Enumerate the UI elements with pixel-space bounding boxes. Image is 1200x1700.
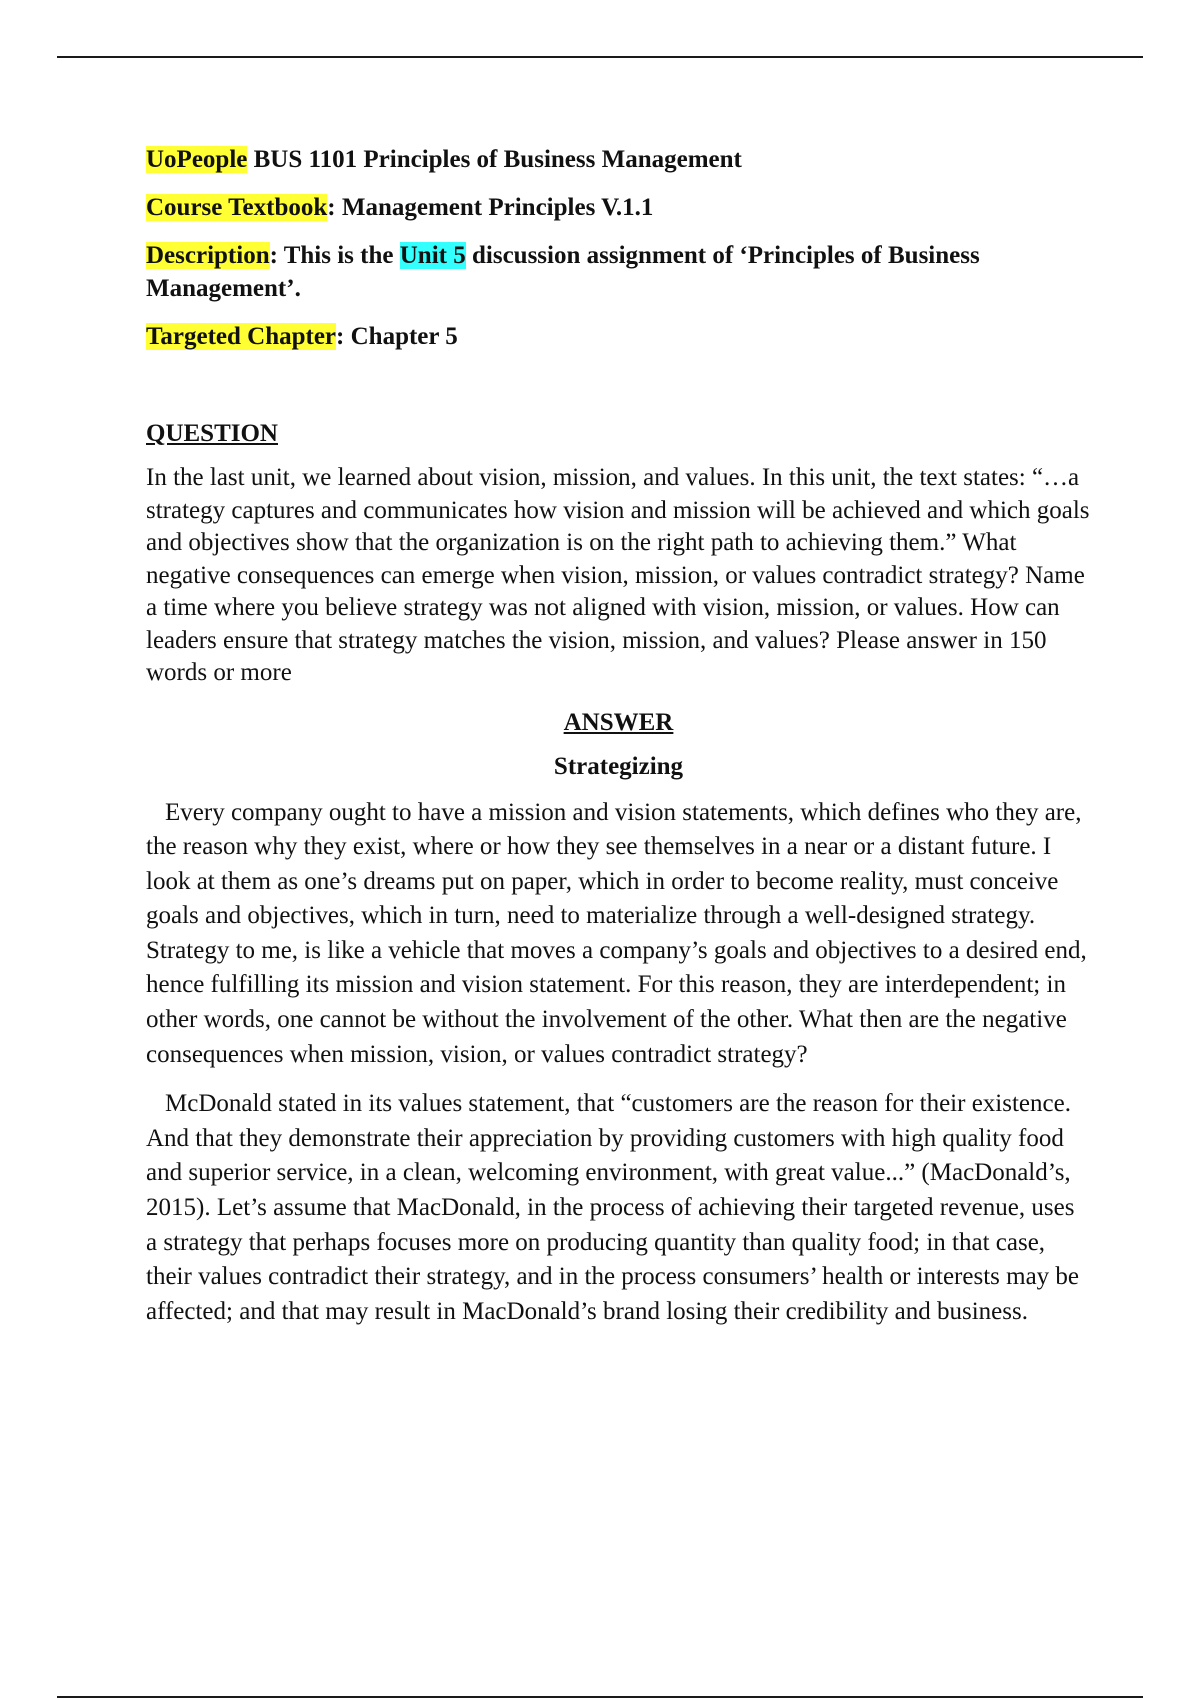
unit-highlight: Unit 5 [399,242,466,269]
document-page [146,143,1091,1344]
uopeople-label: UoPeople [146,146,248,173]
textbook-label: Course Textbook [146,194,328,221]
top-divider [57,56,1143,58]
course-title-line [146,143,1091,176]
answer-subheading: Strategizing [553,752,684,780]
textbook-separator: : [327,194,342,221]
description-pre: : This is the [269,242,400,269]
textbook-line [146,191,1091,224]
answer-heading: ANSWER [563,708,674,736]
description-post: discussion assignment of ‘Principles of Business Management’. [146,242,980,302]
chapter-line [146,320,1091,353]
course-title: BUS 1101 Principles of Business Management [247,146,742,173]
textbook-title: Management Principles V.1.1 [341,194,654,221]
description-label: Description [146,242,270,269]
description-line [146,239,1091,305]
answer-paragraph: Every company ought to have a mission and vision statements, which defines who they are, the reason why they exist, where or how they see themselves in a near or a distant future. I look at them as one’s dreams put on paper, which in order to become reality, must conceive goals and objectives, which in turn, need to materialize through a well-designed strategy. Strategy to me, is like a vehicle that moves a company’s goals and objectives to a desired end, hence fulfilling its mission and vision statement. For this reason, they are interdependent; in other words, one cannot be without the involvement of the other. What then are the negative consequences when mission, vision, or values contradict strategy? [146,798,1087,1068]
bottom-divider [57,1696,1143,1698]
chapter-label: Targeted Chapter [146,323,337,350]
answer-paragraph: McDonald stated in its values statement, that “customers are the reason for their existence. And that they demonstrate their appreciation by providing customers with high quality food and superior service, in a clean, welcoming environment, with great value...” (MacDonald’s, 2015). Let’s assume that MacDonald, in the process of achieving their targeted revenue, uses a strategy that perhaps focuses more on producing quantity than quality food; in that case, their values contradict their strategy, and in the process consumers’ health or interests may be affected; and that may result in MacDonald’s brand losing their credibility and business. [146,1090,1080,1325]
chapter-separator: : [336,323,351,350]
chapter-value: Chapter 5 [350,323,458,350]
question-text: In the last unit, we learned about vision, mission, and values. In this unit, the text states: “…a strategy captures and communicates how vision and mission will be achieved and which goals and objectives show that the organization is on the right path to achieving them.” What negative consequences can emerge when vision, mission, or values contradict strategy? Name a time where you believe strategy was not aligned with vision, mission, or values. How can leaders ensure that strategy matches the vision, mission, and values? Please answer in 150 words or more [146,464,1090,686]
question-heading: QUESTION [146,420,278,447]
